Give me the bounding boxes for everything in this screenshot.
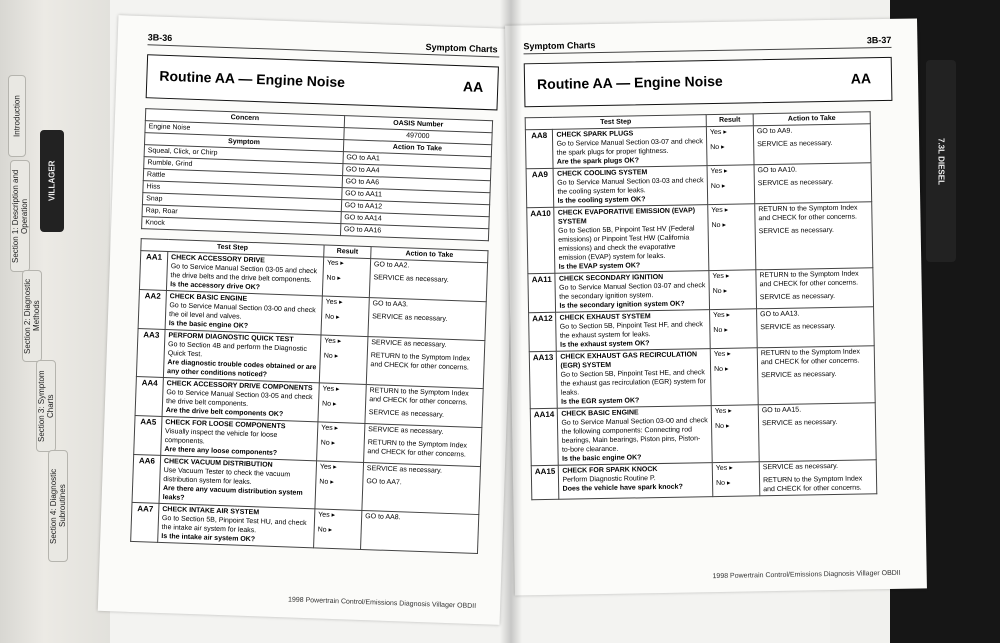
symptom-action: GO to AA4 — [342, 164, 491, 181]
action-no: RETURN to the Symptom Index and CHECK for other concerns. — [370, 352, 471, 372]
test-step-row — [526, 163, 872, 208]
concern-table — [141, 108, 493, 241]
step-instruction: Go to Section 5B, Pinpoint Test HE, and check the exhaust gas recirculation (EGR) system for leaks. — [560, 369, 706, 397]
step-instruction: Go to Service Manual Section 03-05 and check the drive belt components. — [165, 389, 313, 408]
action-no: SERVICE as necessary. — [761, 418, 838, 428]
result-cell — [315, 461, 364, 511]
step-id: AA8 — [525, 129, 553, 168]
action-cell — [361, 510, 479, 553]
action-cell — [757, 346, 875, 405]
symptom-action: GO to AA12 — [341, 200, 490, 217]
step-question: Is the exhaust system OK? — [560, 340, 650, 349]
action-cell — [362, 462, 481, 514]
result-no: No ▸ — [710, 143, 725, 152]
test-step-row — [529, 346, 875, 409]
result-cell — [712, 462, 760, 497]
action-no: SERVICE as necessary. — [368, 409, 445, 419]
step-instruction: Perform Diagnostic Routine P. — [562, 475, 656, 484]
action-yes: GO to AA9. — [756, 127, 793, 136]
result-no: No ▸ — [710, 182, 726, 191]
step-id: AA1 — [139, 251, 167, 291]
step-id: AA2 — [138, 290, 166, 330]
title-box — [524, 57, 893, 107]
symptom: Hiss — [143, 181, 342, 200]
result-yes: Yes ▸ — [714, 407, 732, 416]
test-step-table-left — [130, 238, 488, 554]
test-step-row — [530, 403, 876, 466]
symptom: Snap — [142, 193, 341, 212]
symptom-header: Symptom — [145, 133, 344, 152]
step-id: AA7 — [131, 502, 159, 542]
routine-title: Routine AA — Engine Noise — [536, 72, 723, 93]
test-step-row — [529, 307, 875, 352]
symptom: Knock — [142, 217, 341, 236]
step-content — [556, 310, 710, 352]
action-yes: RETURN to the Symptom Index and CHECK for other concerns. — [369, 387, 469, 407]
symptom: Rumble, Grind — [144, 157, 343, 176]
concern-value: Engine Noise — [145, 121, 344, 140]
result-yes: Yes ▸ — [712, 272, 730, 281]
result-yes: Yes ▸ — [322, 385, 340, 394]
result-header: Result — [324, 245, 371, 259]
left-page — [98, 15, 521, 625]
result-no: No ▸ — [320, 439, 336, 447]
result-no: No ▸ — [713, 326, 728, 335]
action-cell — [366, 337, 485, 389]
step-title: CHECK EXHAUST SYSTEM — [559, 313, 651, 322]
step-content — [166, 252, 323, 296]
action-yes: GO to AA2. — [373, 261, 410, 270]
result-yes: Yes ▸ — [321, 424, 339, 433]
test-step-table-right — [525, 111, 878, 500]
step-id: AA11 — [528, 273, 556, 312]
action-to-take-header: Action to Take — [753, 112, 870, 126]
section-tab[interactable]: Section 4: Diagnostic Subroutines — [48, 450, 68, 562]
step-title: CHECK FOR LOOSE COMPONENTS — [165, 419, 286, 431]
action-cell — [754, 163, 872, 204]
step-title: PERFORM DIAGNOSTIC QUICK TEST — [168, 332, 294, 344]
action-yes: SERVICE as necessary. — [366, 465, 443, 475]
section-header: Symptom Charts — [523, 40, 596, 52]
step-instruction: Go to Service Manual Section 03-00 and check the oil level and valves. — [168, 302, 316, 321]
step-instruction: Go to Service Manual Section 03-07 and check the secondary ignition system. — [559, 282, 706, 301]
result-cell — [314, 509, 362, 550]
step-content — [162, 377, 319, 421]
oasis-header: OASIS Number — [344, 116, 493, 133]
action-yes: RETURN to the Symptom Index and CHECK for other concerns. — [760, 348, 861, 367]
step-question: Is the basic engine OK? — [168, 320, 249, 330]
result-yes: Yes ▸ — [713, 350, 731, 359]
result-no: No ▸ — [323, 352, 339, 361]
action-no: SERVICE as necessary. — [372, 313, 448, 323]
action-cell — [753, 124, 871, 165]
result-yes: Yes ▸ — [709, 128, 727, 137]
step-question: Is the EGR system OK? — [561, 397, 640, 406]
result-yes: Yes ▸ — [319, 463, 337, 472]
step-instruction: Go to Service Manual Section 03-07 and check the spark plugs for proper tightness. — [556, 138, 703, 157]
symptom: Rattle — [143, 169, 342, 188]
step-question: Are diagnostic trouble codes obtained or are any other conditions noticed? — [166, 359, 317, 379]
step-title: CHECK BASIC ENGINE — [561, 409, 639, 418]
action-no — [365, 525, 475, 529]
action-no: SERVICE as necessary. — [758, 226, 834, 236]
test-step-row — [527, 202, 873, 274]
section-header: Symptom Charts — [425, 41, 498, 55]
result-no: No ▸ — [319, 478, 334, 486]
symptom-action: GO to AA11 — [341, 188, 490, 205]
step-question: Are there any vacuum distribution system leaks? — [162, 485, 303, 502]
section-tab[interactable]: Section 1: Description and Operation — [10, 160, 30, 272]
step-question: Is the secondary ignition system OK? — [559, 300, 685, 310]
action-no: SERVICE as necessary. — [759, 292, 836, 302]
action-no: SERVICE as necessary. — [757, 178, 834, 188]
routine-code: AA — [850, 70, 872, 87]
step-content — [165, 291, 322, 335]
action-to-take-header: Action to Take — [371, 247, 488, 263]
action-yes: GO to AA13. — [760, 310, 800, 319]
result-cell — [322, 257, 370, 298]
title-box — [146, 54, 499, 110]
action-yes: SERVICE as necessary. — [368, 426, 444, 436]
step-instruction: Go to Section 5B, Pinpoint Test HV (Federal emissions) or Pinpoint Test HW (California emissions) and check the evaporative emission (EVAP) system for leaks. — [558, 225, 695, 262]
step-instruction: Go to Service Manual Section 03-00 and check the following components: Connecting rod bearings, Main bearings, Piston pins, Piston-to-bore clearance. — [561, 417, 708, 454]
step-question: Is the intake air system OK? — [161, 532, 256, 544]
result-no: No ▸ — [317, 526, 333, 534]
page-number: 3B-37 — [866, 34, 892, 46]
routine-code: AA — [462, 78, 484, 95]
action-yes: RETURN to the Symptom Index and CHECK for other concerns. — [759, 270, 859, 289]
action-cell — [755, 202, 873, 270]
step-content — [554, 205, 709, 274]
page-footer: 1998 Powertrain Control/Emissions Diagnosis Villager OBDII — [287, 596, 477, 611]
step-content — [559, 463, 713, 500]
action-no: SERVICE as necessary. — [761, 370, 837, 380]
villager-tab[interactable]: VILLAGER — [40, 130, 64, 232]
result-cell — [709, 270, 757, 310]
symptom-action: GO to AA14 — [341, 212, 490, 229]
step-instruction: Go to Section 5B, Pinpoint Test HF, and check the exhaust system for leaks. — [559, 321, 703, 340]
test-step-header: Test Step — [525, 115, 706, 130]
step-content — [555, 271, 709, 313]
section-tab[interactable]: Section 3: Symptom Charts — [36, 360, 56, 452]
step-id: AA9 — [526, 168, 554, 207]
test-step-header: Test Step — [141, 239, 324, 257]
result-cell — [707, 165, 755, 205]
result-no: No ▸ — [711, 221, 727, 230]
step-id: AA15 — [531, 465, 559, 499]
step-question: Are the drive belt components OK? — [165, 407, 284, 419]
action-cell — [365, 385, 483, 428]
action-yes: GO to AA3. — [372, 300, 409, 309]
step-instruction: Go to Service Manual Section 03-05 and check the drive belts and the drive belt components. — [170, 263, 318, 285]
action-yes: SERVICE as necessary. — [371, 339, 447, 349]
section-tab[interactable]: Section 2: Diagnostic Methods — [22, 270, 42, 362]
step-id: AA4 — [135, 377, 163, 417]
step-id: AA10 — [527, 207, 556, 273]
step-title: CHECK FOR SPARK KNOCK — [562, 466, 658, 475]
action-no: GO to AA7. — [366, 478, 402, 487]
step-question: Does the vehicle have spark knock? — [562, 483, 683, 493]
action-no: SERVICE as necessary. — [373, 274, 449, 284]
result-yes: Yes ▸ — [326, 259, 344, 268]
right-page — [505, 18, 927, 595]
action-no: RETURN to the Symptom Index and CHECK for other concerns. — [762, 475, 863, 494]
action-cell — [756, 268, 874, 309]
result-yes: Yes ▸ — [711, 206, 729, 215]
result-yes: Yes ▸ — [325, 298, 343, 307]
action-cell — [759, 460, 877, 496]
step-id: AA14 — [530, 408, 558, 465]
test-step-row — [525, 124, 871, 169]
result-no: No ▸ — [714, 365, 729, 374]
step-content — [161, 416, 318, 460]
step-title: CHECK ACCESSORY DRIVE — [170, 254, 266, 265]
action-cell — [368, 298, 486, 341]
result-no: No ▸ — [716, 479, 731, 488]
test-step-row — [528, 268, 874, 313]
action-yes: GO to AA10. — [757, 166, 797, 175]
action-cell — [757, 307, 875, 348]
step-content — [557, 349, 712, 409]
concern-header: Concern — [145, 109, 344, 128]
step-question: Is the basic engine OK? — [562, 454, 642, 463]
step-content — [158, 503, 315, 547]
diesel-tab[interactable]: 7.3L DIESEL — [926, 60, 956, 262]
oasis-value: 497000 — [344, 128, 493, 145]
action-cell — [758, 403, 876, 462]
result-no: No ▸ — [321, 400, 337, 409]
step-content — [554, 166, 708, 208]
result-yes: Yes ▸ — [318, 511, 336, 520]
result-no: No ▸ — [326, 274, 342, 283]
result-yes: Yes ▸ — [713, 311, 731, 320]
action-yes: GO to AA8. — [365, 513, 401, 522]
step-id: AA13 — [529, 351, 557, 408]
step-question: Is the EVAP system OK? — [558, 262, 641, 271]
result-cell — [708, 204, 756, 271]
result-no: No ▸ — [712, 287, 728, 296]
step-instruction: Go to Service Manual Section 03-03 and check the cooling system for leaks. — [557, 177, 704, 196]
step-question: Is the accessory drive OK? — [170, 281, 261, 292]
step-instruction: Visually inspect the vehicle for loose components. — [164, 428, 278, 446]
step-id: AA5 — [134, 415, 162, 455]
step-id: AA12 — [529, 312, 557, 351]
symptom: Rap, Roar — [142, 205, 341, 224]
step-content — [553, 127, 707, 169]
step-instruction: Go to Section 4B and perform the Diagnostic Quick Test. — [167, 341, 308, 359]
action-no: SERVICE as necessary. — [757, 139, 833, 149]
result-cell — [706, 126, 754, 166]
section-tab[interactable]: Introduction — [8, 75, 26, 157]
result-cell — [710, 309, 758, 349]
result-cell — [321, 296, 369, 337]
step-question: Are there any loose components? — [164, 446, 278, 457]
action-yes: SERVICE as necessary. — [762, 462, 839, 472]
book-gutter — [500, 0, 522, 643]
action-yes: GO to AA15. — [761, 406, 802, 415]
step-content — [163, 329, 321, 382]
result-cell — [319, 335, 368, 385]
action-cell — [364, 424, 482, 467]
step-content — [159, 455, 317, 508]
result-cell — [711, 405, 759, 463]
result-cell — [318, 383, 366, 424]
action-cell — [369, 259, 487, 302]
action-no: SERVICE as necessary. — [760, 322, 836, 332]
step-title: CHECK SECONDARY IGNITION — [558, 273, 664, 283]
symptom-action: GO to AA6 — [342, 176, 491, 193]
step-title: CHECK EVAPORATIVE EMISSION (EVAP) SYSTEM — [557, 207, 696, 226]
step-title: CHECK ACCESSORY DRIVE COMPONENTS — [166, 380, 313, 393]
step-instruction: Use Vacuum Tester to check the vacuum distribution system for leaks. — [163, 467, 291, 487]
step-title: CHECK INTAKE AIR SYSTEM — [162, 505, 260, 517]
routine-title: Routine AA — Engine Noise — [159, 67, 346, 91]
step-title: CHECK SPARK PLUGS — [556, 130, 634, 139]
symptom-action: GO to AA16 — [340, 224, 489, 241]
step-question: Are the spark plugs OK? — [556, 157, 640, 166]
result-yes: Yes ▸ — [324, 337, 342, 346]
test-step-row — [531, 460, 877, 500]
symptom: Squeal, Click, or Chirp — [144, 145, 343, 164]
result-yes: Yes ▸ — [710, 167, 728, 176]
step-id: AA6 — [132, 454, 161, 503]
result-yes: Yes ▸ — [715, 464, 733, 473]
page-footer: 1998 Powertrain Control/Emissions Diagnosis Villager OBDII — [712, 569, 901, 581]
step-question: Is the cooling system OK? — [557, 196, 646, 205]
page-number: 3B-36 — [147, 32, 173, 44]
step-instruction: Go to Section 5B, Pinpoint Test HU, and check the intake air system for leaks. — [161, 514, 307, 535]
action-no: RETURN to the Symptom Index and CHECK for other concerns. — [367, 439, 468, 459]
result-cell — [317, 422, 365, 463]
result-no: No ▸ — [324, 313, 340, 322]
step-title: CHECK VACUUM DISTRIBUTION — [163, 458, 273, 469]
step-id: AA3 — [136, 329, 165, 378]
action-header: Action To Take — [343, 140, 492, 157]
result-no: No ▸ — [715, 422, 730, 431]
step-content — [558, 406, 713, 466]
result-header: Result — [706, 114, 753, 127]
step-title: CHECK COOLING SYSTEM — [557, 169, 648, 178]
step-title: CHECK EXHAUST GAS RECIRCULATION (EGR) SYSTEM — [560, 351, 698, 370]
step-title: CHECK BASIC ENGINE — [169, 293, 248, 303]
symptom-action: GO to AA1 — [343, 152, 492, 169]
action-yes: RETURN to the Symptom Index and CHECK for other concerns. — [758, 204, 858, 223]
result-cell — [710, 348, 758, 406]
